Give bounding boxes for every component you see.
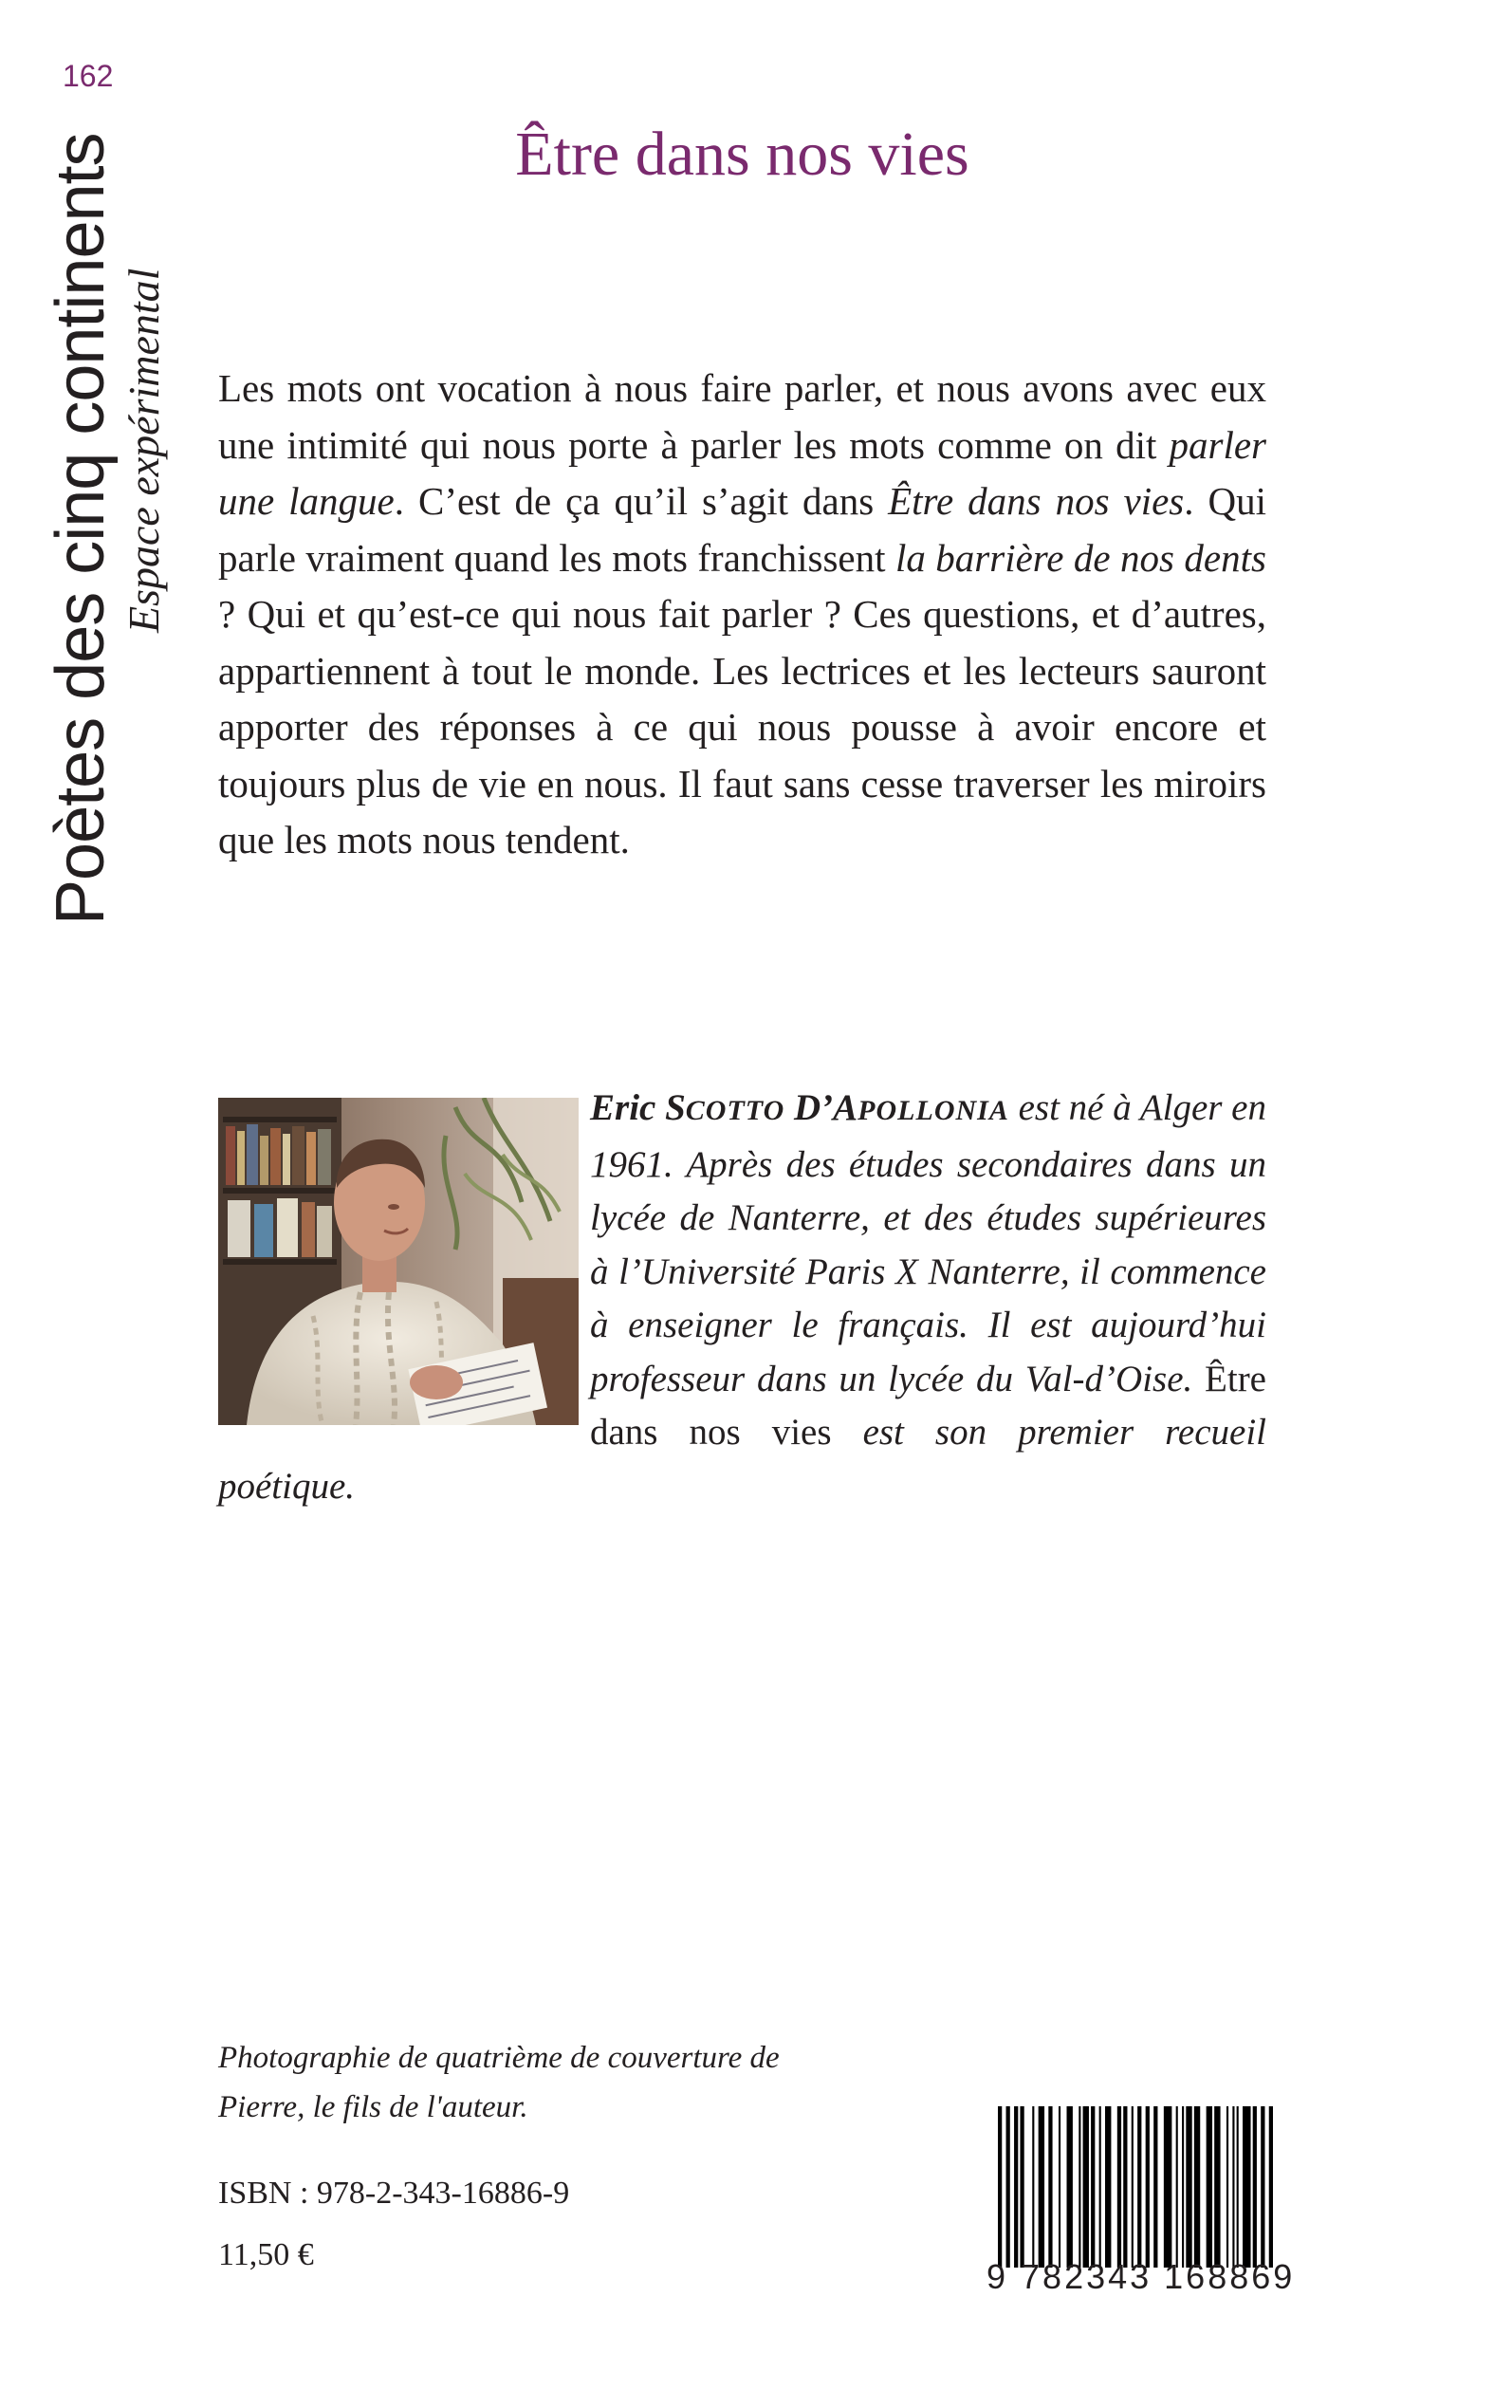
bio-segment: est né à Alger en 1961. Après des études secondaires dans un lycée de Nanterre, et des études supérieures à l’Université Paris X Nanterre, il commence à enseigner le français. Il est aujourd’hui professeur dans un lycée du Val-d’Oise.	[590, 1087, 1266, 1399]
barcode-digits: 9 782343 168869	[986, 2257, 1296, 2296]
barcode-bar	[1226, 2106, 1228, 2268]
barcode-bar	[1269, 2106, 1273, 2268]
photo-spacer	[218, 1082, 590, 1440]
barcode-bar	[1099, 2106, 1101, 2268]
barcode-bar	[998, 2106, 1002, 2268]
author-name	[590, 1087, 1009, 1128]
price: 11,50 €	[218, 2237, 314, 2272]
barcode-bar	[1194, 2106, 1200, 2268]
barcode-bar	[1039, 2106, 1044, 2268]
blurb-segment: ? Qui et qu’est-ce qui nous fait parler ? Ces questions, et d’autres, appartiennent à tout le monde. Les lectrices et les lecteurs sauront apporter des réponses à ce qui nous pousse à avoir encore et toujours plus de vie en nous. Il faut sans cesse traverser les miroirs que les mots nous tendent.	[218, 592, 1266, 861]
barcode-bar	[1079, 2106, 1080, 2268]
barcode-bar	[1186, 2106, 1191, 2268]
barcode-bar	[1214, 2106, 1220, 2268]
barcode-bar	[1153, 2106, 1157, 2268]
barcode-bar	[1261, 2106, 1264, 2268]
barcode-bar	[1020, 2106, 1023, 2268]
barcode-bar	[1067, 2106, 1073, 2268]
blurb-segment: . Qui parle vraiment quand les mots franchissent	[218, 479, 1266, 580]
barcode-bar	[1137, 2106, 1141, 2268]
barcode-bar	[1237, 2106, 1239, 2268]
blurb-italic: parler une langue	[218, 422, 1266, 523]
barcode-bar	[1059, 2106, 1060, 2268]
author-name-part: Eric S	[590, 1087, 686, 1128]
barcode-bar	[1032, 2106, 1034, 2268]
barcode-bar	[1132, 2106, 1134, 2268]
blurb-segment: . C’est de ça qu’il s’agit dans	[394, 479, 889, 523]
bio-segment: est son premier recueil poétique.	[218, 1412, 1266, 1507]
photo-credit: Photographie de quatrième de couverture de Pierre, le fils de l'auteur.	[218, 2041, 780, 2124]
barcode-bar	[1207, 2106, 1212, 2268]
author-name-smallcaps: POLLONIA	[857, 1095, 1009, 1126]
barcode-bar	[1006, 2106, 1010, 2268]
isbn: ISBN : 978-2-343-16886-9	[218, 2176, 570, 2211]
barcode-bar	[1164, 2106, 1172, 2268]
author-name-part: D’A	[784, 1087, 858, 1128]
barcode-bar	[1083, 2106, 1089, 2268]
series-spine	[43, 133, 170, 925]
barcode-bar	[1232, 2106, 1234, 2268]
bio-book-reference: Être dans nos vies	[590, 1358, 1266, 1453]
barcode-bar	[1117, 2106, 1121, 2268]
barcode-bar	[1048, 2106, 1052, 2268]
barcode-bar	[1182, 2106, 1184, 2268]
barcode-bar	[1243, 2106, 1251, 2268]
book-title: Être dans nos vies	[515, 120, 969, 189]
barcode-bar	[1105, 2106, 1111, 2268]
series-title: Poètes des cinq continents	[43, 133, 119, 925]
author-bio	[218, 1082, 1266, 1513]
series-number: 162	[63, 59, 114, 93]
barcode-bar	[1091, 2106, 1095, 2268]
barcode-bar	[1146, 2106, 1150, 2268]
barcode	[998, 2106, 1273, 2268]
barcode-bar	[1014, 2106, 1018, 2268]
author-name-smallcaps: COTTO	[685, 1095, 785, 1126]
series-subtitle: Espace expérimental	[120, 268, 168, 633]
blurb-text	[218, 361, 1266, 869]
blurb-segment: Les mots ont vocation à nous faire parler, et nous avons avec eux une intimité qui nous porte à parler les mots comme on dit	[218, 366, 1266, 467]
blurb-italic: la barrière de nos dents	[894, 535, 1266, 580]
barcode-bar	[1176, 2106, 1178, 2268]
blurb-italic: Être dans nos vies	[888, 479, 1185, 523]
barcode-bar	[1123, 2106, 1127, 2268]
barcode-bar	[1253, 2106, 1257, 2268]
